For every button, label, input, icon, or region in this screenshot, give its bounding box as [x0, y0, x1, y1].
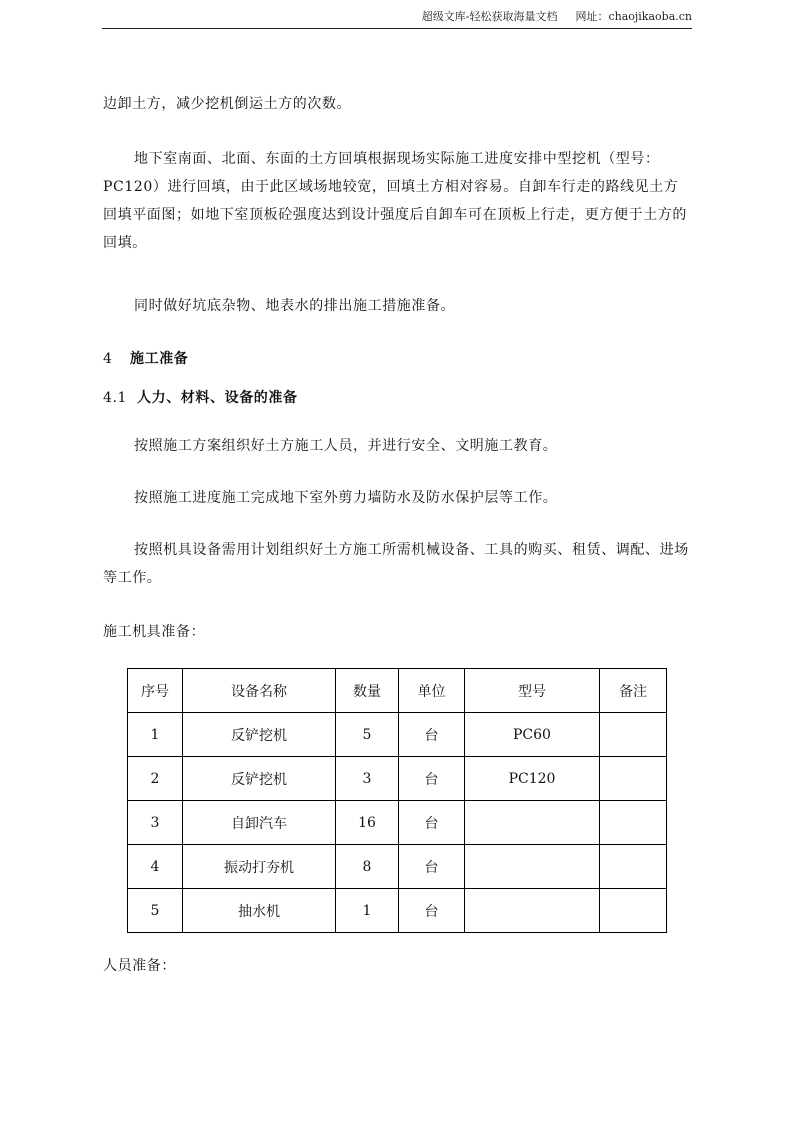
- header-cell: 数量: [336, 669, 399, 713]
- table-cell: [600, 845, 667, 889]
- table-cell: [600, 801, 667, 845]
- heading-4-1-text: 人力、材料、设备的准备: [137, 390, 298, 406]
- table-cell: [465, 889, 600, 933]
- table-cell: 振动打夯机: [183, 845, 336, 889]
- table-cell: 台: [399, 757, 465, 801]
- table-cell: 台: [399, 845, 465, 889]
- table-row: [128, 845, 667, 889]
- paragraph-6: 按照机具设备需用计划组织好土方施工所需机械设备、工具的购买、租赁、调配、进场等工作。: [103, 542, 689, 586]
- table-cell: PC60: [465, 713, 600, 757]
- header-cell: 型号: [465, 669, 600, 713]
- table-cell: [600, 889, 667, 933]
- paragraph-3: 同时做好坑底杂物、地表水的排出施工措施准备。: [134, 298, 456, 314]
- header-cell: 设备名称: [183, 669, 336, 713]
- heading-4: [103, 348, 188, 368]
- table-cell: 反铲挖机: [183, 757, 336, 801]
- header-site-name: 超级文库-轻松获取海量文档: [421, 10, 558, 23]
- page-header: [102, 8, 692, 29]
- table-cell: 3: [128, 801, 183, 845]
- table-row: [128, 713, 667, 757]
- table-cell: [465, 801, 600, 845]
- table-cell: 台: [399, 713, 465, 757]
- heading-4-number: 4: [103, 351, 113, 367]
- table-cell: 1: [128, 713, 183, 757]
- table-cell: 台: [399, 889, 465, 933]
- paragraph-5: 按照施工进度施工完成地下室外剪力墙防水及防水保护层等工作。: [134, 490, 558, 506]
- table-cell: [600, 713, 667, 757]
- heading-4-1-number: 4.1: [103, 390, 128, 406]
- table-header-row: [128, 669, 667, 713]
- table-cell: 4: [128, 845, 183, 889]
- table-cell: 台: [399, 801, 465, 845]
- header-url-label: 网址：: [575, 10, 609, 23]
- heading-4-text: 施工准备: [130, 351, 189, 367]
- header-cell: 单位: [399, 669, 465, 713]
- table-cell: 5: [128, 889, 183, 933]
- paragraph-8: 人员准备：: [103, 958, 176, 974]
- table-cell: 1: [336, 889, 399, 933]
- table-cell: [465, 845, 600, 889]
- table-row: [128, 757, 667, 801]
- paragraph-2: 地下室南面、北面、东面的土方回填根据现场实际施工进度安排中型挖机（型号：PC120）进行回填，由于此区域场地较宽，回填土方相对容易。自卸车行走的路线见土方回填平面图；如地下室顶板砼强度达到设计强度后自卸车可在顶板上行走，更方便于土方的回填。: [103, 151, 687, 251]
- paragraph-7: 施工机具准备：: [103, 624, 206, 640]
- table-cell: 自卸汽车: [183, 801, 336, 845]
- heading-4-1: [103, 387, 298, 407]
- table-cell: 2: [128, 757, 183, 801]
- header-cell: 序号: [128, 669, 183, 713]
- table-cell: 8: [336, 845, 399, 889]
- table-cell: PC120: [465, 757, 600, 801]
- table-cell: [600, 757, 667, 801]
- paragraph-1: 边卸土方，减少挖机倒运土方的次数。: [103, 96, 352, 112]
- table-cell: 反铲挖机: [183, 713, 336, 757]
- header-url: chaojikaoba.cn: [608, 10, 692, 23]
- table-cell: 5: [336, 713, 399, 757]
- table-row: [128, 889, 667, 933]
- paragraph-4: 按照施工方案组织好土方施工人员，并进行安全、文明施工教育。: [134, 438, 558, 454]
- header-cell: 备注: [600, 669, 667, 713]
- table-row: [128, 801, 667, 845]
- table-cell: 3: [336, 757, 399, 801]
- table-cell: 抽水机: [183, 889, 336, 933]
- table-cell: 16: [336, 801, 399, 845]
- equipment-table: [127, 668, 667, 933]
